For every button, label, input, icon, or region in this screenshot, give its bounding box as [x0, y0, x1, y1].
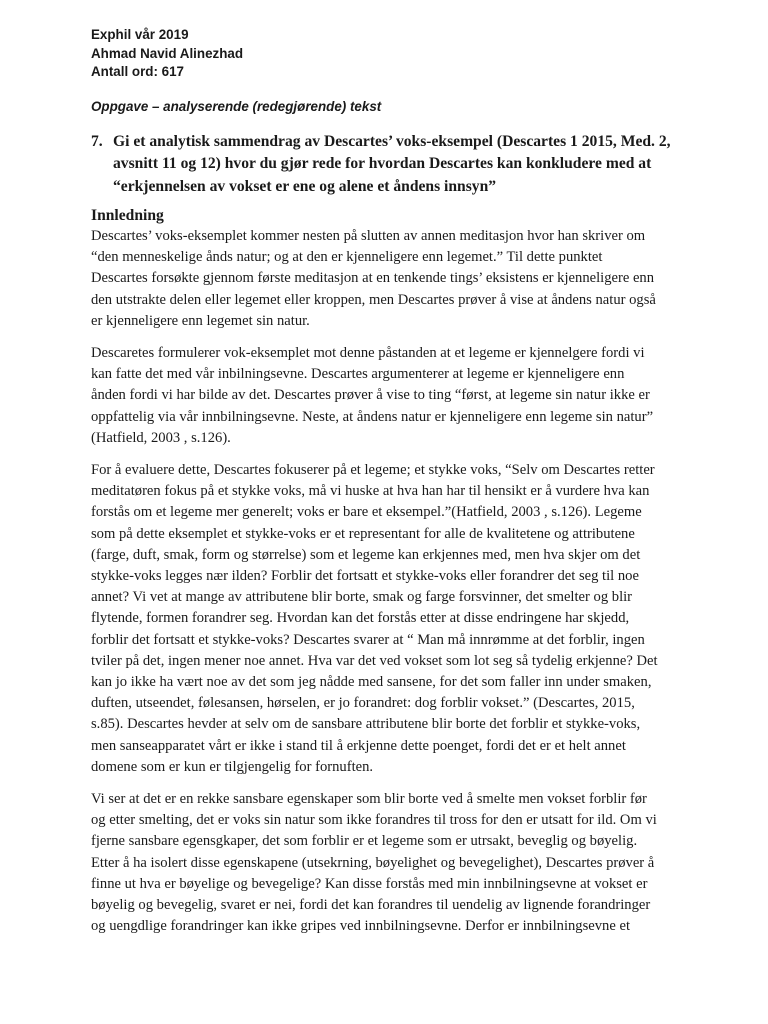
paragraph-line: duften, utseendet, følesansen, hørselen, er jo forandret: dog forblir vokset.” (Descartes, 2015, — [91, 695, 635, 712]
paragraph-line: Etter å ha isolert disse egenskapene (utsekrning, bøyelighet og bevegelighet), Descartes prøver å — [91, 854, 655, 871]
paragraph-line: Descartes’ voks-eksemplet kommer nesten på slutten av annen meditasjon hvor han skriver om — [91, 228, 646, 244]
paragraph-line: tviler på det, ingen mener noe annet. Hva var det ved vokset som lot seg så tydelig erkjenne? Det — [91, 652, 658, 669]
paragraph — [91, 460, 676, 778]
paragraph-line: meditatøren fokus på et stykke voks, må vi huske at hva han har til hensikt er å vurdere hva kan — [91, 483, 650, 500]
document-header — [91, 26, 676, 82]
question-line: avsnitt 11 og 12) hvor du gjør rede for hvordan Descartes kan konkludere med at — [113, 155, 652, 172]
task-type: Oppgave – analyserende (redegjørende) tekst — [91, 98, 382, 114]
author-line: Ahmad Navid Alinezhad — [91, 45, 244, 61]
paragraph-line: kan jo ikke ha vært noe av det som jeg nådde med sansene, for det som faller inn under smaken, — [91, 674, 652, 691]
paragraph-line: Descartes forsøkte gjennom første meditasjon at en tenkende tings’ eksistens er kjenneligere enn — [91, 270, 655, 287]
paragraph-line: er kjenneligere enn legemet sin natur. — [91, 312, 310, 329]
paragraph-line: For å evaluere dette, Descartes fokuserer på et legeme; et stykke voks, “Selv om Descartes retter — [91, 462, 655, 479]
body-text — [91, 226, 676, 938]
paragraph — [91, 789, 676, 937]
paragraph-line: forstås om et legeme mer generelt; voks er bare et eksempel.”(Hatfield, 2003 , s.126). Legeme — [91, 504, 642, 521]
paragraph-line: s.85). Descartes hevder at selv om de sansbare attributene blir borte det forblir et stykke-voks, — [91, 716, 641, 733]
paragraph — [91, 343, 676, 449]
paragraph-line: flytende, formen forandrer seg. Hvordan kan det forstås etter at disse endringene har skjedd, — [91, 610, 630, 627]
paragraph-line: “den menneskelige ånds natur; og at den er kjenneligere enn legemet.” Til dette punktet — [91, 249, 603, 266]
course-line: Exphil vår 2019 — [91, 27, 189, 42]
question-number: 7. — [91, 132, 103, 150]
paragraph-line: Descaretes formulerer vok-eksemplet mot denne påstanden at et legeme er kjennelgere fordi vi — [91, 345, 645, 362]
paragraph-line: forblir det fortsatt et stykke-voks? Descartes svarer at “ Man må innrømme at det forblir, ingen — [91, 631, 645, 648]
paragraph-line: kan fatte det med vår inbilningsevne. Descartes argumenterer at legeme er kjenneligere enn — [91, 366, 625, 383]
paragraph-line: ånden fordi vi har bilde av det. Descartes prøver å vise to ting “først, at legeme sin natur ikke er — [91, 387, 650, 404]
paragraph-line: men sanseapparatet vårt er ikke i stand til å erkjenne dette poenget, fordi det er et helt annet — [91, 737, 626, 754]
paragraph-line: oppfattelig via vår innbilningsevne. Neste, at åndens natur er kjenneligere enn legeme sin natur” — [91, 408, 654, 425]
wordcount-line: Antall ord: 617 — [91, 64, 185, 79]
question-text — [113, 131, 676, 199]
paragraph — [91, 226, 676, 332]
paragraph-line: stykke-voks legges nær ilden? Forblir det fortsatt et stykke-voks eller forandrer det seg til noe — [91, 568, 639, 585]
paragraph-line: (Hatfield, 2003 , s.126). — [91, 429, 231, 446]
paragraph-line: og uengdlige forandringer kan ikke gripes ved innbilningsevne. Derfor er innbilningsevne et — [91, 918, 631, 935]
paragraph-line: domene som er kun er tilgjengelig for fornuften. — [91, 758, 374, 775]
question-line: Gi et analytisk sammendrag av Descartes’ voks-eksempel (Descartes 1 2015, Med. 2, — [113, 132, 671, 150]
paragraph-line: fjerne sansbare egensgkaper, det som forblir er et legeme som er utrsakt, beveglig og bøyelig. — [91, 833, 638, 850]
paragraph-line: finne ut hva er bøyelige og bevegelige? Kan disse forstås med min innbilningsevne at vokset er — [91, 875, 648, 892]
question — [91, 131, 676, 199]
paragraph-line: og etter smelting, det er voks sin natur som ikke forandres til tross for den er utsatt for ild. Om vi — [91, 812, 657, 829]
paragraph-line: Vi ser at det er en rekke sansbare egenskaper som blir borte ved å smelte men vokset forblir før — [91, 791, 647, 808]
question-line: “erkjennelsen av vokset er ene og alene et åndens innsyn” — [113, 177, 497, 195]
paragraph-line: som på dette eksemplet et stykke-voks er et representant for alle de kvalitetene og attributene — [91, 525, 635, 542]
paragraph-line: (farge, duft, smak, form og størrelse) som et legeme kan erkjennes med, men hva skjer om det — [91, 546, 641, 563]
paragraph-line: annet? Vi vet at mange av attributene blir borte, smak og farge forsvinner, det smelter og blir — [91, 589, 633, 606]
section-heading: Innledning — [91, 207, 164, 224]
paragraph-line: bøyelig og bevegelig, svaret er nei, fordi det kan forandres til uendelig av lignende forandringer — [91, 897, 651, 914]
paragraph-line: den utstrakte delen eller legemet eller kroppen, men Descartes prøver å vise at åndens natur også — [91, 291, 656, 308]
